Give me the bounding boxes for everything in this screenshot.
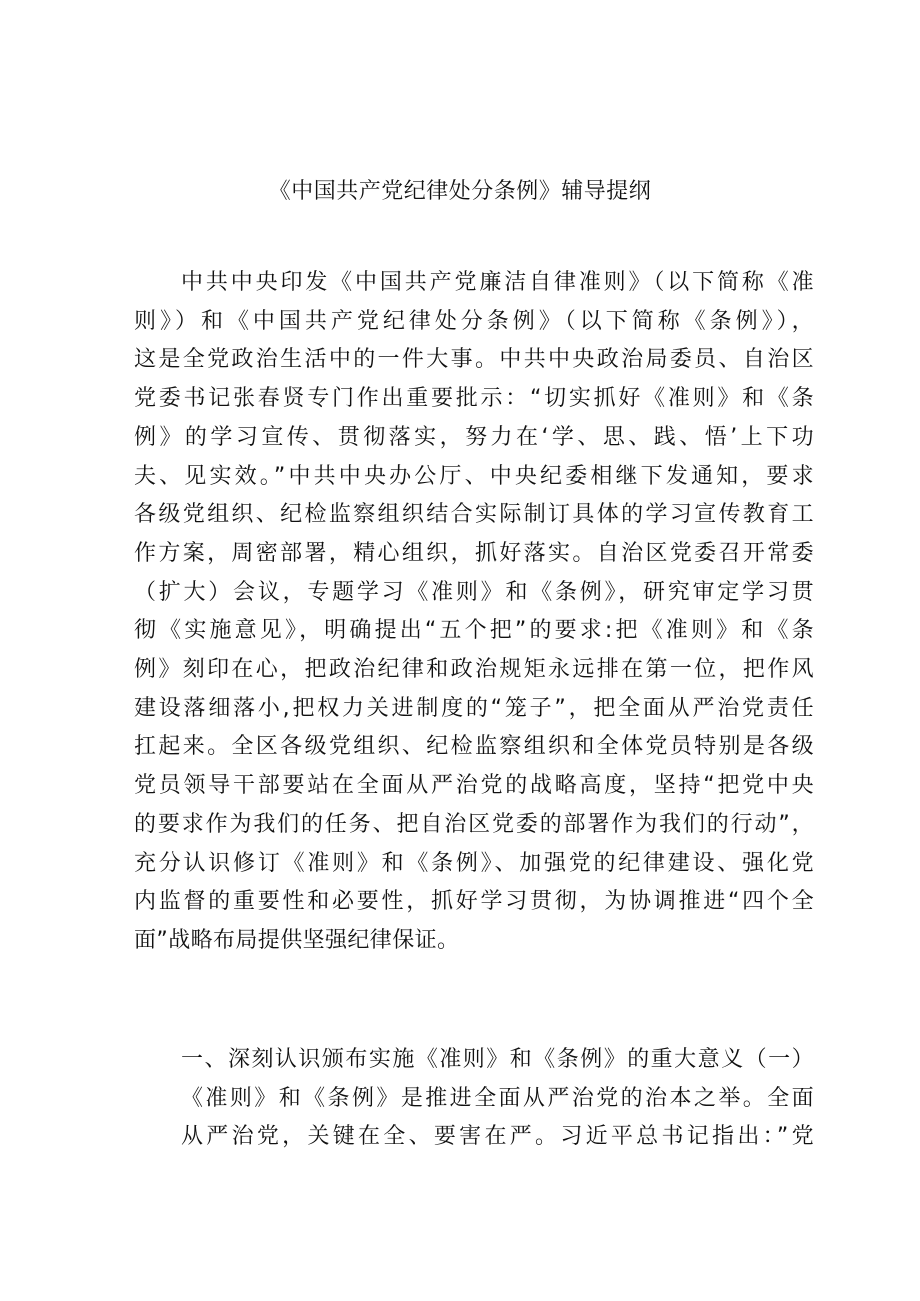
paragraph-line: 中共中央印发《中国共产党廉洁自律准则》（以下简称《准 xyxy=(181,270,814,295)
paragraph-line: 例》刻印在心，把政治纪律和政治规矩永远排在第一位，把作风 xyxy=(134,657,814,683)
paragraph-line: 则》）和《中国共产党纪律处分条例》（以下简称《条例》）， xyxy=(134,308,814,334)
paragraph-line: 《准则》和《条例》是推进全面从严治党的治本之举。全面 xyxy=(181,1085,814,1111)
paragraph-line: 例》的学习宣传、贯彻落实，努力在‘学、思、践、悟’上下功 xyxy=(134,424,814,450)
paragraph-line: 作方案，周密部署，精心组织，抓好落实。自治区党委召开常委 xyxy=(134,540,814,566)
document-title: 《中国共产党纪律处分条例》辅导提纲 xyxy=(268,179,652,204)
paragraph-line: 夫、见实效。”中共中央办公厅、中央纪委相继下发通知，要求 xyxy=(134,463,814,489)
paragraph-line: 从严治党，关键在全、要害在严。习近平总书记指出：”党 xyxy=(181,1124,814,1150)
section-heading-line: 一、深刻认识颁布实施《准则》和《条例》的重大意义（一） xyxy=(181,1047,814,1072)
paragraph-line: 党委书记张春贤专门作出重要批示：“切实抓好《准则》和《条 xyxy=(134,386,814,412)
paragraph-line: 建设落细落小,把权力关进制度的“笼子”，把全面从严治党责任 xyxy=(134,695,814,721)
paragraph-line: （扩大）会议，专题学习《准则》和《条例》，研究审定学习贯 xyxy=(134,579,814,605)
paragraph-line: 这是全党政治生活中的一件大事。中共中央政治局委员、自治区 xyxy=(134,347,814,373)
paragraph-line: 的要求作为我们的任务、把自治区党委的部署作为我们的行动”， xyxy=(134,811,814,837)
section-one-paragraph xyxy=(134,1041,814,1157)
paragraph-line: 充分认识修订《准则》和《条例》、加强党的纪律建设、强化党 xyxy=(134,850,814,876)
intro-paragraph xyxy=(134,264,814,961)
paragraph-line: 面”战略布局提供坚强纪律保证。 xyxy=(134,927,460,953)
paragraph-line: 扛起来。全区各级党组织、纪检监察组织和全体党员特别是各级 xyxy=(134,734,814,760)
paragraph-line: 内监督的重要性和必要性，抓好学习贯彻，为协调推进“四个全 xyxy=(134,889,814,915)
paragraph-line: 党员领导干部要站在全面从严治党的战略高度，坚持“把党中央 xyxy=(134,773,814,799)
paragraph-line: 各级党组织、纪检监察组织结合实际制订具体的学习宣传教育工 xyxy=(134,502,814,528)
paragraph-line: 彻《实施意见》，明确提出“五个把”的要求:把《准则》和《条 xyxy=(134,618,814,644)
